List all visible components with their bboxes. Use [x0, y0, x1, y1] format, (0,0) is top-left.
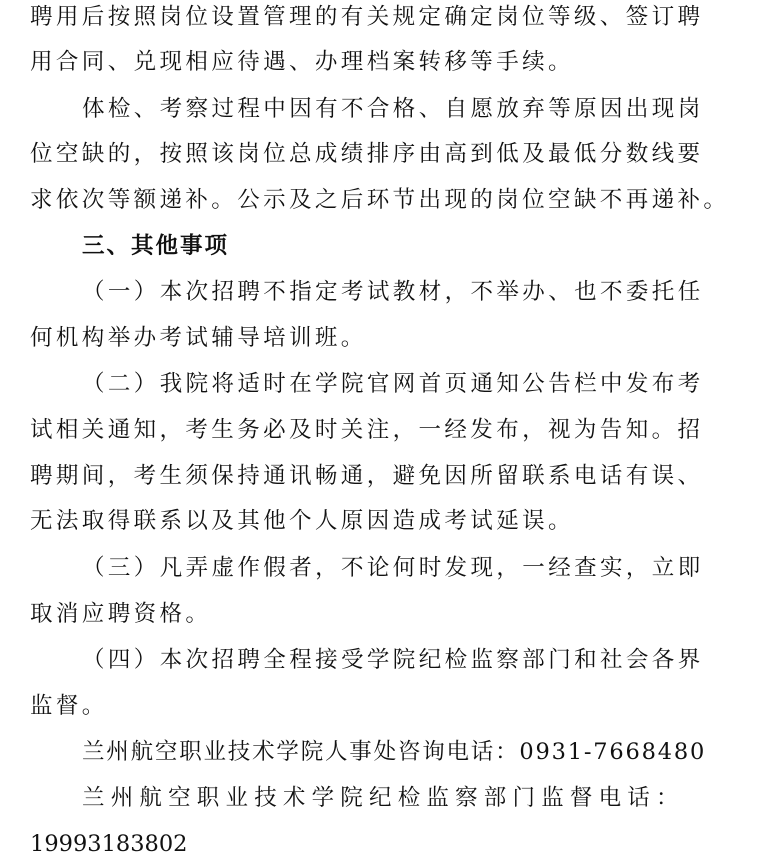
item-one-line-1: （一）本次招聘不指定考试教材，不举办、也不委托任: [82, 279, 704, 305]
paragraph-line-1: 聘用后按照岗位设置管理的有关规定确定岗位等级、签订聘: [30, 4, 704, 30]
item-three-line-1: （三）凡弄虚作假者，不论何时发现，一经查实，立即: [82, 555, 704, 581]
item-two-line-4: 无法取得联系以及其他个人原因造成考试延误。: [30, 508, 574, 534]
supervision-phone-number: 19993183802: [30, 831, 188, 857]
item-two-line-2: 试相关通知，考生务必及时关注，一经发布，视为告知。招: [30, 417, 704, 443]
paragraph-line-3: 体检、考察过程中因有不合格、自愿放弃等原因出现岗: [82, 96, 704, 122]
item-three-line-2: 取消应聘资格。: [30, 601, 212, 627]
item-two-line-3: 聘期间，考生须保持通讯畅通，避免因所留联系电话有误、: [30, 463, 704, 489]
item-one-line-2: 何机构举办考试辅导培训班。: [30, 325, 367, 351]
section-heading-other-matters: 三、其他事项: [82, 233, 230, 259]
paragraph-line-5: 求依次等额递补。公示及之后环节出现的岗位空缺不再递补。: [30, 187, 730, 213]
item-two-line-1: （二）我院将适时在学院官网首页通知公告栏中发布考: [82, 371, 704, 397]
supervision-phone-label: 兰州航空职业技术学院纪检监察部门监督电话：: [82, 785, 685, 811]
item-four-line-1: （四）本次招聘全程接受学院纪检监察部门和社会各界: [82, 647, 704, 673]
paragraph-line-4: 位空缺的，按照该岗位总成绩排序由高到低及最低分数线要: [30, 141, 704, 167]
paragraph-line-2: 用合同、兑现相应待遇、办理档案转移等手续。: [30, 49, 574, 75]
item-four-line-2: 监督。: [30, 693, 108, 719]
hr-contact-phone: 兰州航空职业技术学院人事处咨询电话：0931-7668480: [82, 739, 707, 765]
